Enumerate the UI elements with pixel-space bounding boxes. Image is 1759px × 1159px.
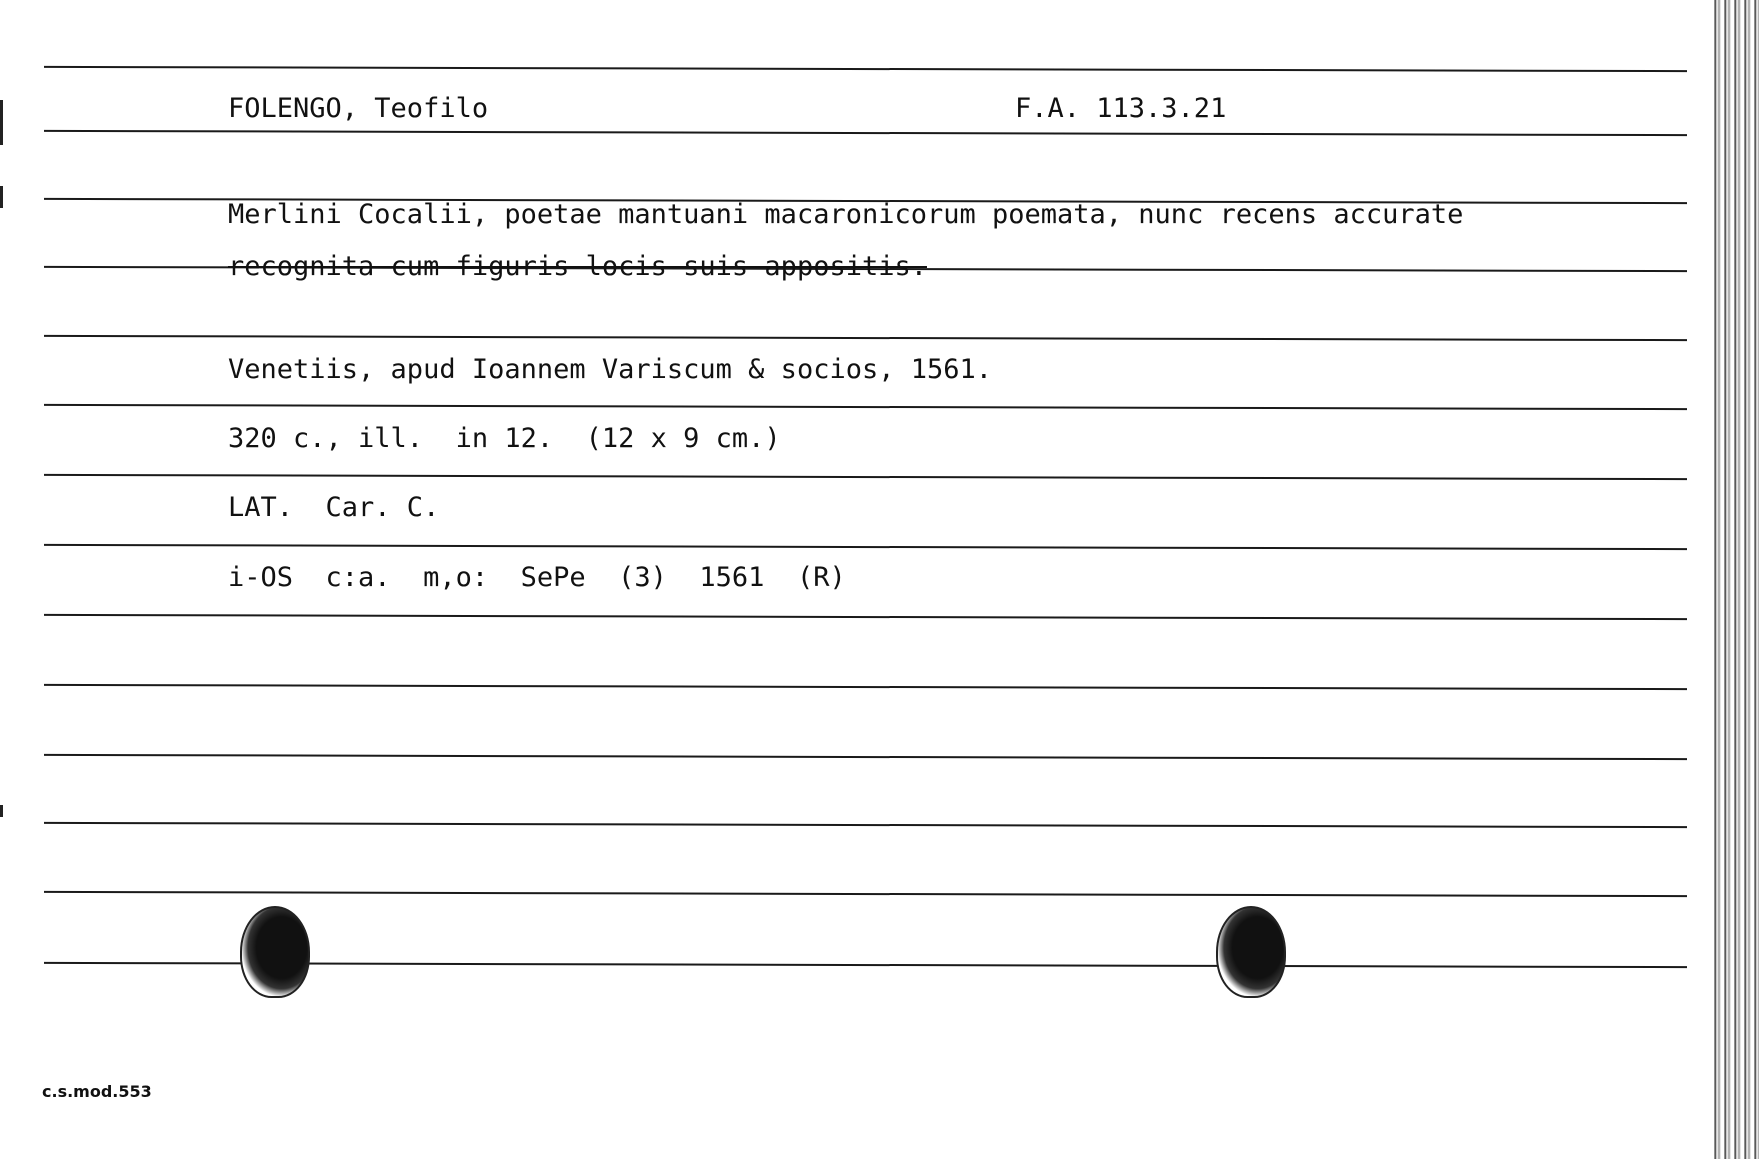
physical-description: 320 c., ill. in 12. (12 x 9 cm.)	[228, 423, 781, 454]
language-note: LAT. Car. C.	[228, 492, 440, 523]
ruled-line	[44, 335, 1687, 341]
margin-tick	[0, 100, 3, 145]
ruled-line	[44, 891, 1687, 897]
punch-hole-left	[240, 906, 310, 998]
ruled-line	[44, 474, 1687, 480]
card-edge	[1711, 0, 1759, 1159]
fingerprint: i-OS c:a. m,o: SePe (3) 1561 (R)	[228, 562, 846, 593]
ruled-line	[44, 614, 1687, 620]
imprint: Venetiis, apud Ioannem Variscum & socios, 1561.	[228, 354, 993, 385]
punch-hole-right	[1216, 906, 1286, 998]
title-line-1: Merlini Cocalii, poetae mantuani macaronicorum poemata, nunc recens accurate	[228, 199, 1464, 230]
margin-tick	[0, 186, 3, 208]
author-heading: FOLENGO, Teofilo	[228, 93, 489, 124]
ruled-line	[44, 404, 1687, 410]
title-line-2: recognita cum figuris locis suis appositis.	[228, 251, 927, 282]
shelfmark: F.A. 113.3.21	[1015, 93, 1227, 124]
ruled-line	[44, 544, 1687, 550]
ruled-line	[44, 66, 1687, 72]
ruled-line	[44, 684, 1687, 690]
ruled-line	[44, 754, 1687, 760]
form-code: c.s.mod.553	[42, 1082, 152, 1101]
ruled-line	[44, 130, 1687, 136]
margin-tick	[0, 805, 3, 817]
ruled-line	[44, 822, 1687, 828]
